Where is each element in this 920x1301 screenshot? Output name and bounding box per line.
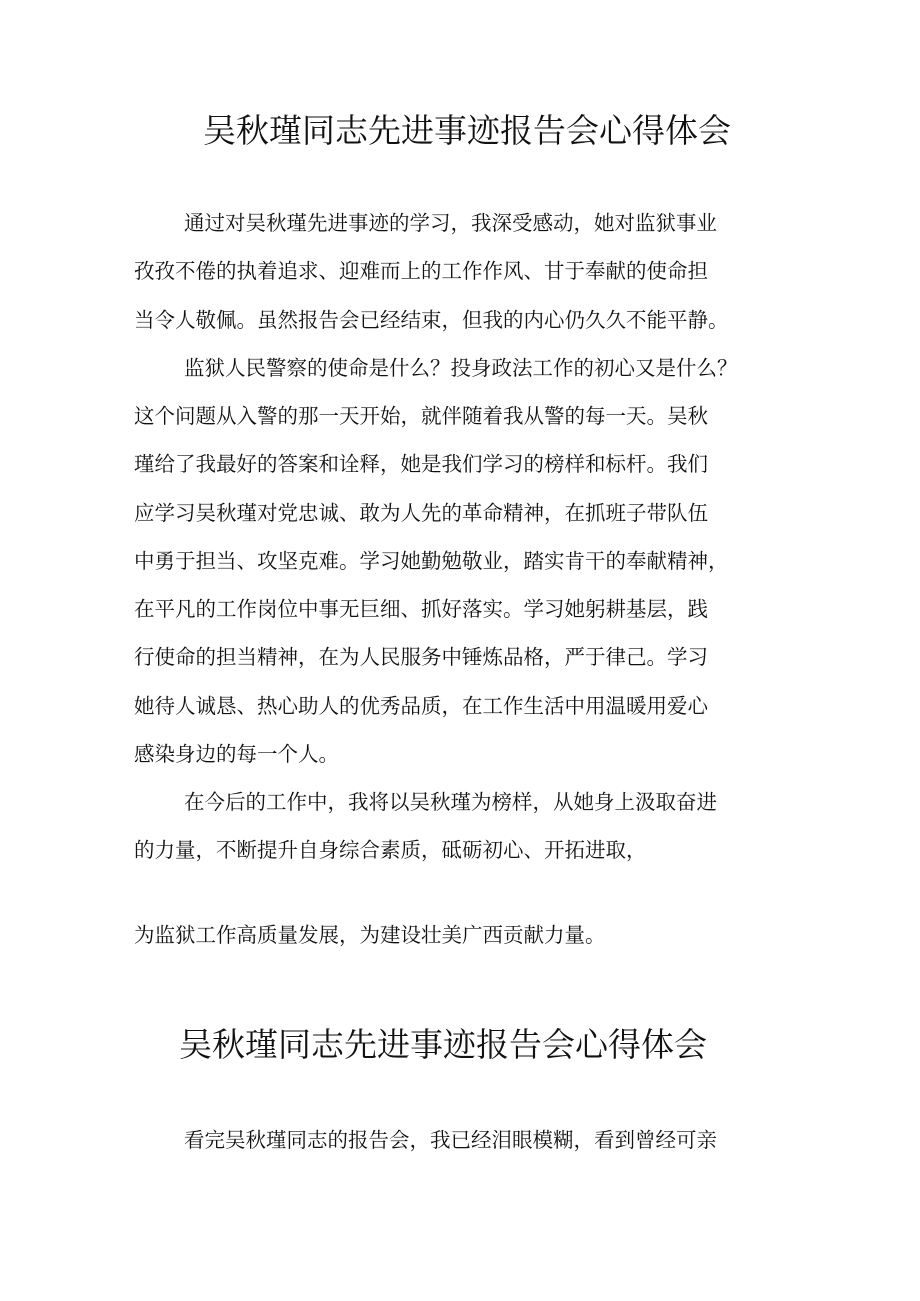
paragraph-line: 监狱人民警察的使命是什么？投身政法工作的初心又是什么？	[184, 356, 738, 380]
paragraph-line: 她待人诚恳、热心助人的优秀品质，在工作生活中用温暖用爱心	[134, 694, 708, 718]
paragraph-line: 的力量，不断提升自身综合素质，砥砺初心、开拓进取，	[134, 838, 647, 862]
paragraph-line: 看完吴秋瑾同志的报告会，我已经泪眼模糊，看到曾经可亲	[184, 1128, 717, 1152]
paragraph-line: 应学习吴秋瑾对党忠诚、敢为人先的革命精神，在抓班子带队伍	[134, 501, 708, 525]
paragraph-line: 在平凡的工作岗位中事无巨细、抓好落实。学习她躬耕基层，践	[134, 597, 708, 621]
paragraph-line: 在今后的工作中，我将以吴秋瑾为榜样，从她身上汲取奋进	[184, 790, 717, 814]
paragraph-line: 行使命的担当精神，在为人民服务中锤炼品格，严于律己。学习	[134, 645, 708, 669]
document-title: 吴秋瑾同志先进事迹报告会心得体会	[203, 111, 731, 150]
document-title-second: 吴秋瑾同志先进事迹报告会心得体会	[179, 1025, 707, 1064]
paragraph-line: 当令人敬佩。虽然报告会已经结束，但我的内心仍久久不能平静。	[134, 308, 729, 332]
paragraph-line: 通过对吴秋瑾先进事迹的学习，我深受感动，她对监狱事业	[184, 211, 717, 235]
paragraph-line: 中勇于担当、攻坚克难。学习她勤勉敬业，踏实肯干的奉献精神，	[134, 549, 729, 573]
paragraph-line: 这个问题从入警的那一天开始，就伴随着我从警的每一天。吴秋	[134, 404, 708, 428]
paragraph-line: 感染身边的每一个人。	[134, 742, 339, 766]
paragraph-line: 孜孜不倦的执着追求、迎难而上的工作作风、甘于奉献的使命担	[134, 259, 708, 283]
paragraph-line: 瑾给了我最好的答案和诠释，她是我们学习的榜样和标杆。我们	[134, 452, 708, 476]
paragraph-line: 为监狱工作高质量发展，为建设壮美广西贡献力量。	[134, 923, 606, 947]
